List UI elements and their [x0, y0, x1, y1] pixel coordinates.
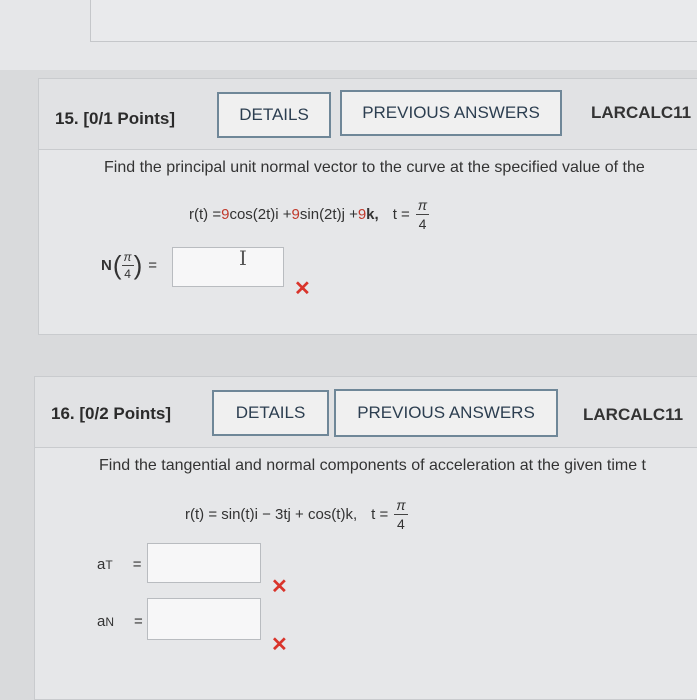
- formula-t-fraction: $\frac{\pi}{4}$: [396, 497, 406, 532]
- answer-label-fraction: $\frac{\pi}{4}$: [123, 250, 132, 281]
- question-16-course-code: LARCALC11: [583, 405, 684, 424]
- formula-term-3: k,: [366, 206, 379, 223]
- formula-term-1: cos(2t)i +: [229, 206, 292, 223]
- formula-text: r(t) = sin(t)i − 3tj + cos(t)k,: [185, 506, 358, 523]
- question-16-answer-input-aN[interactable]: [147, 598, 261, 640]
- question-16-number: 16. [0/2 Points]: [51, 404, 171, 423]
- question-15-course-code: LARCALC11: [591, 103, 692, 122]
- question-15-header: [38, 78, 697, 150]
- question-16-details-button[interactable]: DETAILS: [212, 390, 329, 436]
- question-16-answer-label-aT: a T =: [97, 556, 142, 573]
- formula-coef-1: 9: [221, 206, 230, 223]
- question-15-answer-label: N ( $\frac{\pi}{4}$ ) =: [101, 250, 157, 281]
- formula-lhs: r(t) =: [189, 206, 222, 223]
- formula-coef-2: 9: [291, 206, 300, 223]
- incorrect-x-icon: ✕: [271, 576, 288, 598]
- formula-t-fraction: $\frac{\pi}{4}$: [417, 197, 428, 232]
- question-15-answer-input[interactable]: [172, 247, 284, 287]
- question-15-details-button[interactable]: DETAILS: [217, 92, 331, 138]
- question-16-formula: [185, 498, 408, 531]
- question-16-prompt: Find the tangential and normal components of acceleration at the given time t: [99, 457, 646, 474]
- answer-equals: =: [148, 257, 157, 274]
- incorrect-x-icon: ✕: [271, 634, 288, 656]
- question-15-previous-answers-button[interactable]: PREVIOUS ANSWERS: [340, 90, 562, 136]
- formula-coef-3: 9: [357, 206, 367, 223]
- question-16-header: [34, 376, 697, 448]
- question-16-body: [34, 448, 697, 700]
- question-16-answer-label-aN: a N =: [97, 613, 143, 630]
- question-16-answer-input-aT[interactable]: [147, 543, 261, 583]
- formula-term-2: sin(2t)j +: [299, 206, 358, 223]
- formula-t-equals: t =: [392, 206, 410, 223]
- question-15-number: 15. [0/1 Points]: [55, 109, 175, 128]
- formula-t-equals: t =: [371, 506, 389, 523]
- question-15-formula: [189, 198, 429, 231]
- question-15-prompt: Find the principal unit normal vector to the curve at the specified value of the: [104, 159, 645, 176]
- question-16-previous-answers-button[interactable]: PREVIOUS ANSWERS: [334, 389, 558, 437]
- incorrect-x-icon: ✕: [294, 278, 311, 300]
- text-cursor-icon: I: [239, 246, 247, 270]
- previous-question-strip: [0, 0, 697, 70]
- answer-label-N: N: [101, 257, 112, 274]
- question-15-body: [38, 150, 697, 335]
- previous-question-box: [90, 0, 697, 42]
